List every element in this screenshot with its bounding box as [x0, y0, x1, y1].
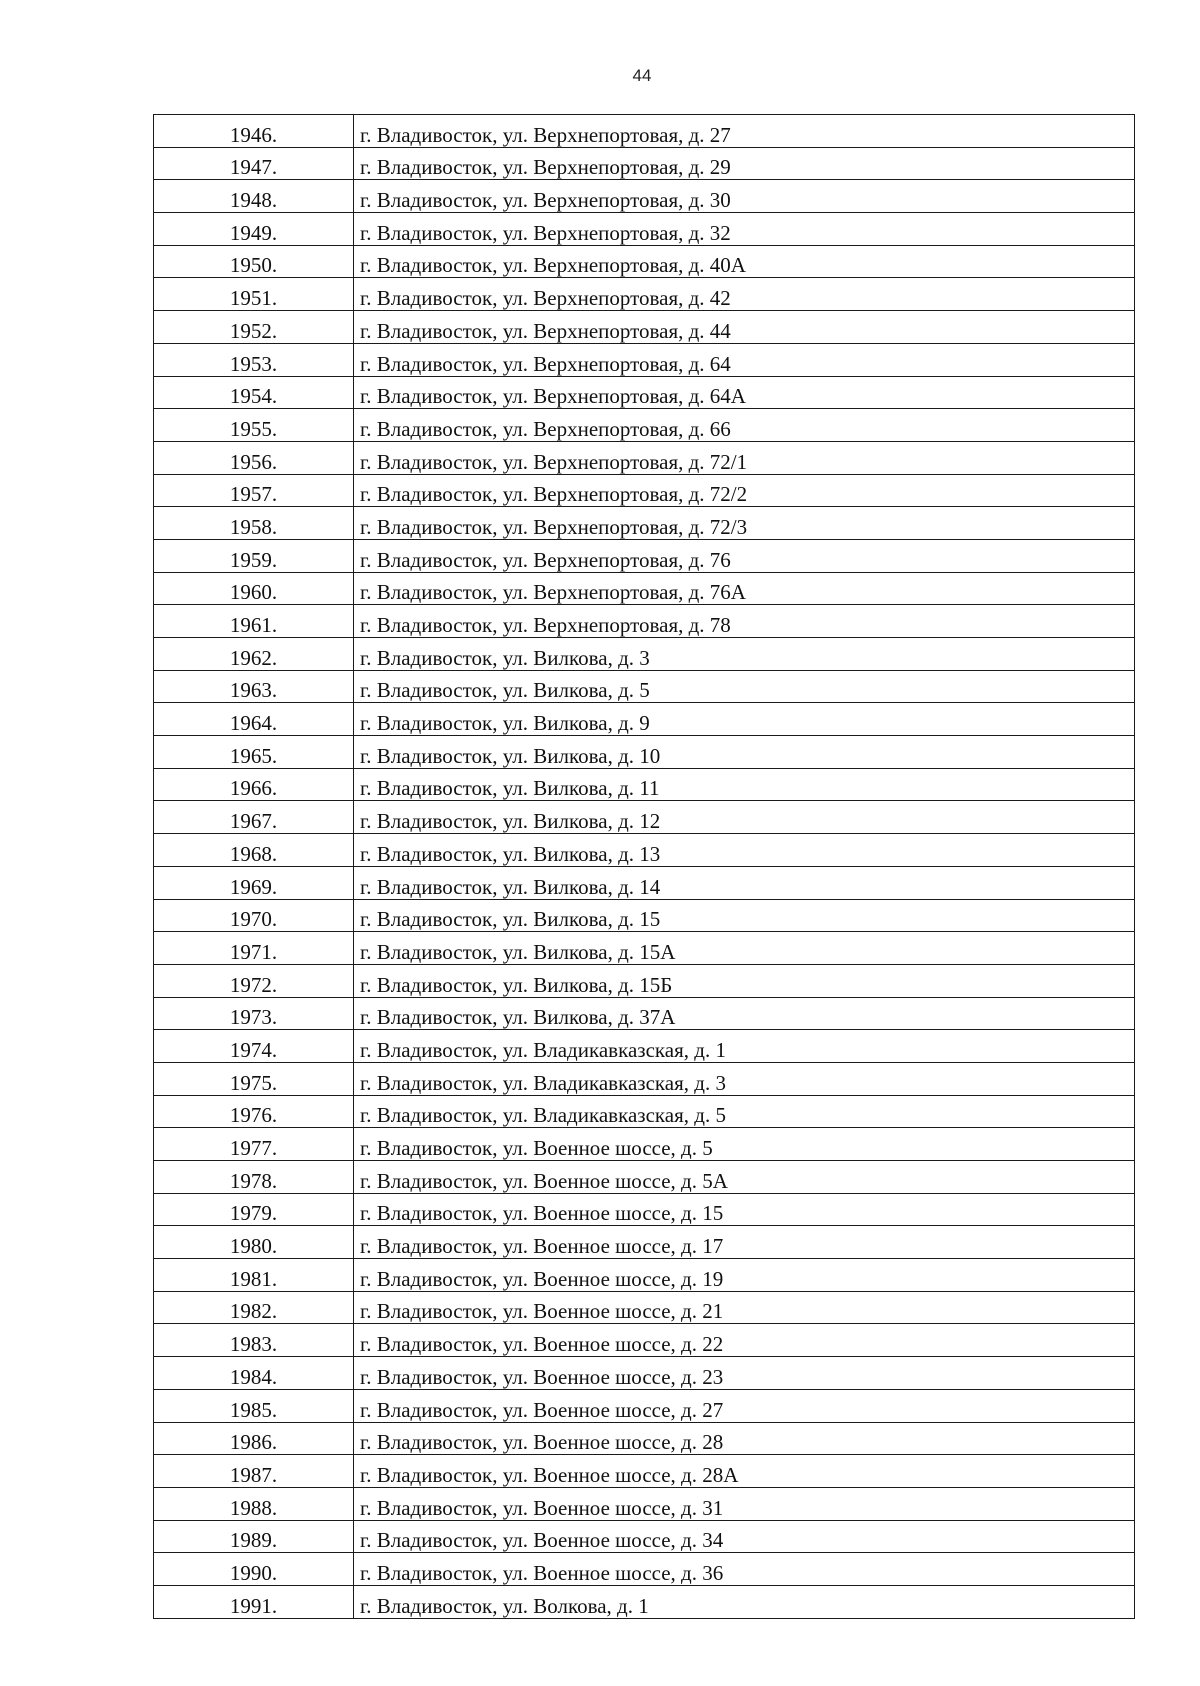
table-row	[154, 572, 1135, 605]
address-cell: г. Владивосток, ул. Вилкова, д. 11	[354, 768, 1135, 801]
table-row	[154, 605, 1135, 638]
table-row	[154, 768, 1135, 801]
address-cell: г. Владивосток, ул. Верхнепортовая, д. 76А	[354, 572, 1135, 605]
address-cell: г. Владивосток, ул. Верхнепортовая, д. 76	[354, 539, 1135, 572]
table-row	[154, 1389, 1135, 1422]
address-table	[153, 114, 1135, 1619]
address-cell: г. Владивосток, ул. Верхнепортовая, д. 72/3	[354, 507, 1135, 540]
table-row	[154, 278, 1135, 311]
row-number-cell: 1946.	[154, 115, 354, 148]
address-cell: г. Владивосток, ул. Вилкова, д. 15А	[354, 932, 1135, 965]
row-number-cell: 1961.	[154, 605, 354, 638]
table-row	[154, 932, 1135, 965]
table-row	[154, 539, 1135, 572]
address-cell: г. Владивосток, ул. Владикавказская, д. 5	[354, 1095, 1135, 1128]
row-number-cell: 1971.	[154, 932, 354, 965]
table-row	[154, 1291, 1135, 1324]
table-row	[154, 638, 1135, 671]
address-cell: г. Владивосток, ул. Волкова, д. 1	[354, 1585, 1135, 1618]
address-cell: г. Владивосток, ул. Верхнепортовая, д. 42	[354, 278, 1135, 311]
row-number-cell: 1965.	[154, 736, 354, 769]
address-cell: г. Владивосток, ул. Военное шоссе, д. 17	[354, 1226, 1135, 1259]
address-cell: г. Владивосток, ул. Вилкова, д. 15	[354, 899, 1135, 932]
address-cell: г. Владивосток, ул. Военное шоссе, д. 5А	[354, 1161, 1135, 1194]
address-cell: г. Владивосток, ул. Верхнепортовая, д. 64А	[354, 376, 1135, 409]
table-row	[154, 1487, 1135, 1520]
table-row	[154, 964, 1135, 997]
table-row	[154, 507, 1135, 540]
address-cell: г. Владивосток, ул. Военное шоссе, д. 28	[354, 1422, 1135, 1455]
address-cell: г. Владивосток, ул. Военное шоссе, д. 27	[354, 1389, 1135, 1422]
table-row	[154, 1226, 1135, 1259]
address-cell: г. Владивосток, ул. Верхнепортовая, д. 32	[354, 213, 1135, 246]
address-cell: г. Владивосток, ул. Военное шоссе, д. 34	[354, 1520, 1135, 1553]
address-cell: г. Владивосток, ул. Верхнепортовая, д. 27	[354, 115, 1135, 148]
row-number-cell: 1985.	[154, 1389, 354, 1422]
address-cell: г. Владивосток, ул. Верхнепортовая, д. 72/1	[354, 441, 1135, 474]
row-number-cell: 1987.	[154, 1455, 354, 1488]
address-cell: г. Владивосток, ул. Владикавказская, д. 1	[354, 1030, 1135, 1063]
row-number-cell: 1962.	[154, 638, 354, 671]
address-cell: г. Владивосток, ул. Военное шоссе, д. 23	[354, 1357, 1135, 1390]
row-number-cell: 1984.	[154, 1357, 354, 1390]
address-cell: г. Владивосток, ул. Военное шоссе, д. 21	[354, 1291, 1135, 1324]
table-row	[154, 1128, 1135, 1161]
table-row	[154, 866, 1135, 899]
address-cell: г. Владивосток, ул. Вилкова, д. 5	[354, 670, 1135, 703]
address-cell: г. Владивосток, ул. Военное шоссе, д. 5	[354, 1128, 1135, 1161]
table-row	[154, 834, 1135, 867]
table-row	[154, 311, 1135, 344]
table-row	[154, 1553, 1135, 1586]
address-cell: г. Владивосток, ул. Вилкова, д. 15Б	[354, 964, 1135, 997]
address-cell: г. Владивосток, ул. Военное шоссе, д. 28А	[354, 1455, 1135, 1488]
table-row	[154, 245, 1135, 278]
row-number-cell: 1970.	[154, 899, 354, 932]
table-row	[154, 213, 1135, 246]
row-number-cell: 1977.	[154, 1128, 354, 1161]
row-number-cell: 1982.	[154, 1291, 354, 1324]
table-row	[154, 899, 1135, 932]
table-row	[154, 1259, 1135, 1292]
table-row	[154, 343, 1135, 376]
row-number-cell: 1986.	[154, 1422, 354, 1455]
row-number-cell: 1960.	[154, 572, 354, 605]
table-row	[154, 180, 1135, 213]
row-number-cell: 1988.	[154, 1487, 354, 1520]
row-number-cell: 1966.	[154, 768, 354, 801]
address-cell: г. Владивосток, ул. Вилкова, д. 10	[354, 736, 1135, 769]
row-number-cell: 1951.	[154, 278, 354, 311]
row-number-cell: 1973.	[154, 997, 354, 1030]
row-number-cell: 1967.	[154, 801, 354, 834]
row-number-cell: 1978.	[154, 1161, 354, 1194]
table-row	[154, 1030, 1135, 1063]
table-row	[154, 703, 1135, 736]
row-number-cell: 1953.	[154, 343, 354, 376]
address-cell: г. Владивосток, ул. Военное шоссе, д. 31	[354, 1487, 1135, 1520]
table-row	[154, 1062, 1135, 1095]
row-number-cell: 1963.	[154, 670, 354, 703]
row-number-cell: 1989.	[154, 1520, 354, 1553]
row-number-cell: 1958.	[154, 507, 354, 540]
row-number-cell: 1968.	[154, 834, 354, 867]
table-row	[154, 1520, 1135, 1553]
table-row	[154, 1095, 1135, 1128]
row-number-cell: 1991.	[154, 1585, 354, 1618]
page-number: 44	[632, 66, 652, 85]
table-row	[154, 1455, 1135, 1488]
table-row	[154, 1422, 1135, 1455]
address-table-body	[154, 115, 1135, 1619]
table-row	[154, 1357, 1135, 1390]
row-number-cell: 1954.	[154, 376, 354, 409]
address-cell: г. Владивосток, ул. Верхнепортовая, д. 78	[354, 605, 1135, 638]
table-row	[154, 441, 1135, 474]
address-cell: г. Владивосток, ул. Вилкова, д. 37А	[354, 997, 1135, 1030]
address-cell: г. Владивосток, ул. Верхнепортовая, д. 66	[354, 409, 1135, 442]
row-number-cell: 1959.	[154, 539, 354, 572]
row-number-cell: 1969.	[154, 866, 354, 899]
row-number-cell: 1957.	[154, 474, 354, 507]
row-number-cell: 1948.	[154, 180, 354, 213]
table-row	[154, 1193, 1135, 1226]
row-number-cell: 1947.	[154, 147, 354, 180]
address-cell: г. Владивосток, ул. Вилкова, д. 13	[354, 834, 1135, 867]
row-number-cell: 1955.	[154, 409, 354, 442]
row-number-cell: 1990.	[154, 1553, 354, 1586]
address-cell: г. Владивосток, ул. Вилкова, д. 12	[354, 801, 1135, 834]
row-number-cell: 1975.	[154, 1062, 354, 1095]
row-number-cell: 1964.	[154, 703, 354, 736]
address-cell: г. Владивосток, ул. Вилкова, д. 9	[354, 703, 1135, 736]
row-number-cell: 1952.	[154, 311, 354, 344]
address-cell: г. Владивосток, ул. Военное шоссе, д. 15	[354, 1193, 1135, 1226]
row-number-cell: 1949.	[154, 213, 354, 246]
address-cell: г. Владивосток, ул. Военное шоссе, д. 19	[354, 1259, 1135, 1292]
address-cell: г. Владивосток, ул. Верхнепортовая, д. 64	[354, 343, 1135, 376]
table-row	[154, 1585, 1135, 1618]
row-number-cell: 1979.	[154, 1193, 354, 1226]
address-cell: г. Владивосток, ул. Вилкова, д. 14	[354, 866, 1135, 899]
table-row	[154, 115, 1135, 148]
row-number-cell: 1972.	[154, 964, 354, 997]
address-cell: г. Владивосток, ул. Военное шоссе, д. 36	[354, 1553, 1135, 1586]
row-number-cell: 1976.	[154, 1095, 354, 1128]
address-cell: г. Владивосток, ул. Верхнепортовая, д. 72/2	[354, 474, 1135, 507]
row-number-cell: 1980.	[154, 1226, 354, 1259]
table-row	[154, 997, 1135, 1030]
row-number-cell: 1950.	[154, 245, 354, 278]
table-row	[154, 1324, 1135, 1357]
address-cell: г. Владивосток, ул. Военное шоссе, д. 22	[354, 1324, 1135, 1357]
address-cell: г. Владивосток, ул. Верхнепортовая, д. 30	[354, 180, 1135, 213]
table-row	[154, 801, 1135, 834]
row-number-cell: 1974.	[154, 1030, 354, 1063]
row-number-cell: 1956.	[154, 441, 354, 474]
address-cell: г. Владивосток, ул. Вилкова, д. 3	[354, 638, 1135, 671]
address-cell: г. Владивосток, ул. Верхнепортовая, д. 29	[354, 147, 1135, 180]
address-cell: г. Владивосток, ул. Владикавказская, д. 3	[354, 1062, 1135, 1095]
table-row	[154, 409, 1135, 442]
row-number-cell: 1983.	[154, 1324, 354, 1357]
table-row	[154, 670, 1135, 703]
row-number-cell: 1981.	[154, 1259, 354, 1292]
address-cell: г. Владивосток, ул. Верхнепортовая, д. 40А	[354, 245, 1135, 278]
table-row	[154, 147, 1135, 180]
table-row	[154, 736, 1135, 769]
table-row	[154, 1161, 1135, 1194]
table-row	[154, 376, 1135, 409]
table-row	[154, 474, 1135, 507]
address-cell: г. Владивосток, ул. Верхнепортовая, д. 44	[354, 311, 1135, 344]
